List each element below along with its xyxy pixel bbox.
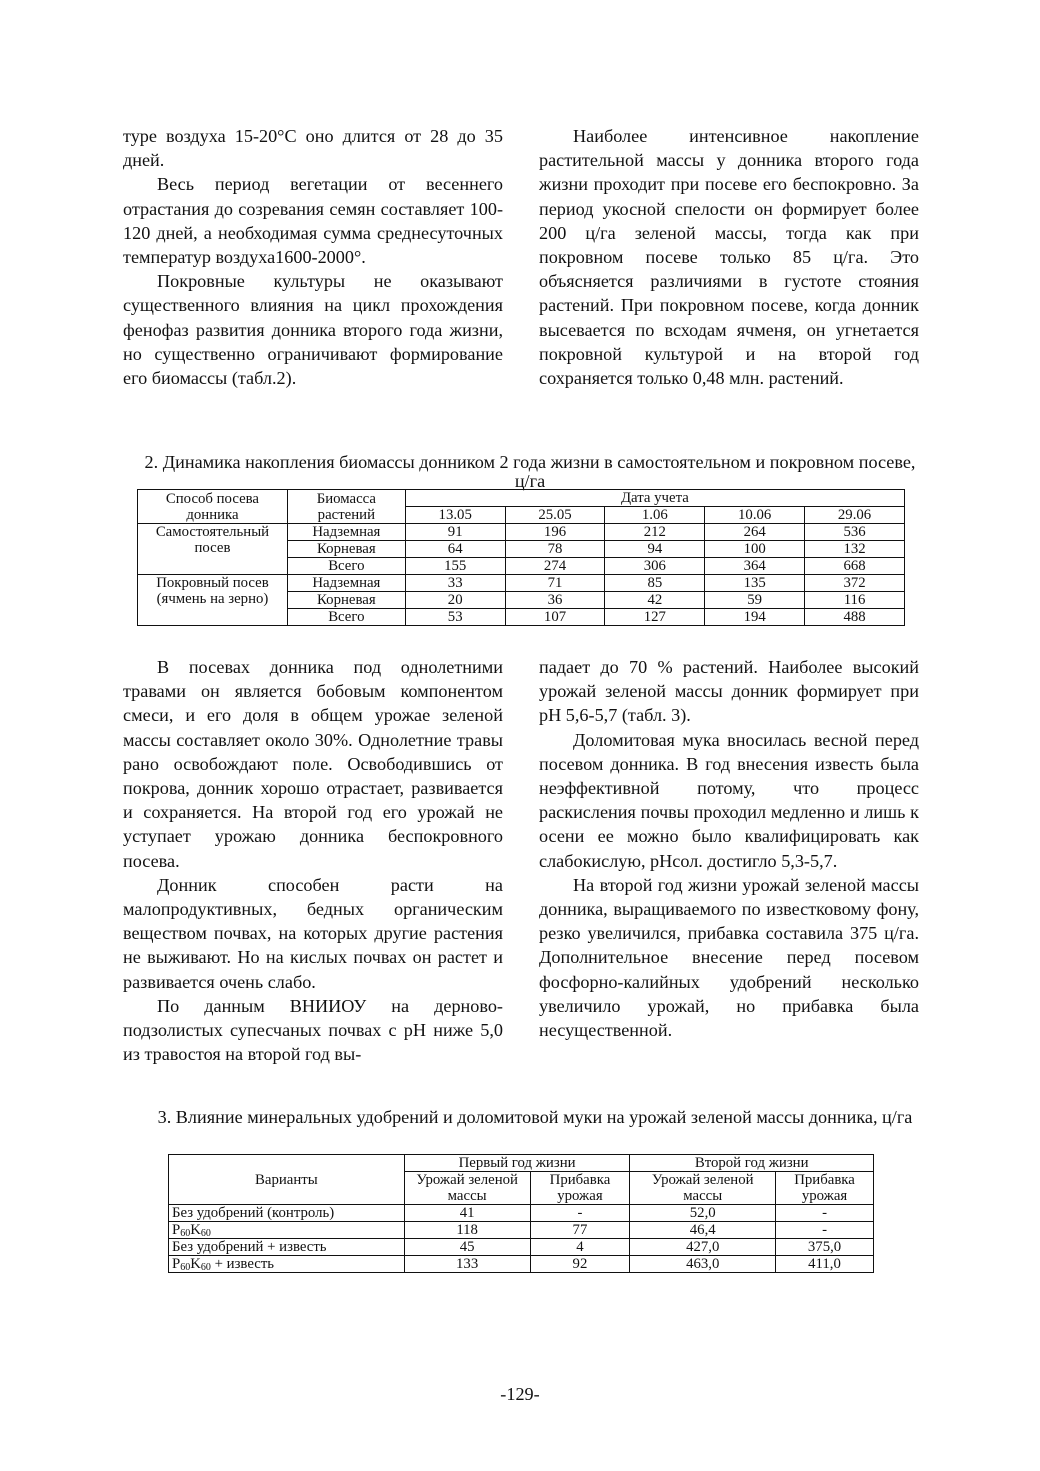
method-cell: Самостоятельный посев [138, 524, 288, 575]
header-gain-2: Прибавка урожая [776, 1172, 874, 1205]
value-cell: 46,4 [630, 1222, 776, 1239]
value-cell: 427,0 [630, 1239, 776, 1256]
variant-cell [169, 1222, 405, 1239]
value-cell: 59 [705, 592, 805, 609]
table-row [169, 1205, 874, 1222]
paragraph: В посевах донника под однолетними травами он является бобовым компонентом смеси, и его доля в общем урожае зеленой массы составляет около 30%. Однолетние травы рано освобождают поле. Освободившись от покрова, донник хорошо отрастает, развивается и сохраняется. На второй год его урожай не уступает урожаю донника беспокровного посева. [123, 657, 503, 871]
value-cell: 155 [405, 558, 505, 575]
table-row [169, 1239, 874, 1256]
value-cell: 100 [705, 541, 805, 558]
value-cell: 33 [405, 575, 505, 592]
header-biomass: Биомасса растений [287, 490, 405, 524]
paragraph: Наиболее интенсивное накопление растительной массы у донника второго года жизни проходит при посеве его беспокровно. За период укосной спелости он формирует более 200 ц/га зеленой массы, тогда как при покровном посеве только 85 ц/га. Это объясняется различиями в густоте стояния растений. При покровном посеве, когда донник высевается по всходам ячменя, он угнетается покровной культурой и на второй год сохраняется только 0,48 млн. растений. [539, 126, 919, 389]
variant-p-sub: 60 [180, 1262, 191, 1273]
value-cell: 306 [605, 558, 705, 575]
header-year-1: Первый год жизни [404, 1155, 630, 1172]
page-number: -129- [500, 1384, 540, 1404]
value-cell: 52,0 [630, 1205, 776, 1222]
text-column-4 [539, 655, 919, 1042]
value-cell: 116 [805, 592, 905, 609]
value-cell: 94 [605, 541, 705, 558]
header-year-2: Второй год жизни [630, 1155, 874, 1172]
value-cell: 372 [805, 575, 905, 592]
value-cell: 411,0 [776, 1256, 874, 1273]
value-cell: 91 [405, 524, 505, 541]
table-2 [137, 489, 905, 626]
value-cell: 127 [605, 609, 705, 626]
biomass-cell: Надземная [287, 575, 405, 592]
header-method: Способ посева донника [138, 490, 288, 524]
paragraph: Доломитовая мука вносилась весной перед посевом донника. В год внесения известь была неэффективной потому, что процесс раскисления почвы проходил медленно и лишь к осени ее можно было квалифицировать как слабокислую, рНсол. достигло 5,3-5,7. [539, 729, 919, 871]
variant-tail: + известь [214, 1256, 275, 1272]
biomass-cell: Корневая [287, 592, 405, 609]
value-cell: 45 [404, 1239, 530, 1256]
value-cell: 668 [805, 558, 905, 575]
paragraph: Покровные культуры не оказывают существенного влияния на цикл прохождения фенофаз развития донника второго года жизни, но существенно ограничивают формирование его биомассы (табл.2). [123, 271, 503, 389]
value-cell: 92 [530, 1256, 630, 1273]
variant-p: P [172, 1222, 181, 1238]
variant-cell [169, 1256, 405, 1273]
table-row [138, 524, 905, 541]
value-cell: 78 [505, 541, 605, 558]
variant-k-sub: 60 [200, 1228, 211, 1239]
header-yield-2: Урожай зеленой массы [630, 1172, 776, 1205]
value-cell: 41 [404, 1205, 530, 1222]
value-cell: - [776, 1222, 874, 1239]
date-cell: 13.05 [405, 507, 505, 524]
table-row [169, 1256, 874, 1273]
value-cell: - [530, 1205, 630, 1222]
table-3 [168, 1154, 874, 1273]
value-cell: 36 [505, 592, 605, 609]
header-date: Дата учета [405, 490, 904, 507]
biomass-cell: Надземная [287, 524, 405, 541]
paragraph: По данным ВНИИОУ на дерново-подзолистых супесчаных почвах с рН ниже 5,0 из травостоя на второй год вы- [123, 995, 503, 1065]
date-cell: 25.05 [505, 507, 605, 524]
table-row [138, 575, 905, 592]
value-cell: 64 [405, 541, 505, 558]
variant-cell: Без удобрений + известь [169, 1239, 405, 1256]
method-cell: Покровный посев (ячмень на зерно) [138, 575, 288, 626]
header-gain-1: Прибавка урожая [530, 1172, 630, 1205]
value-cell: 85 [605, 575, 705, 592]
value-cell: 53 [405, 609, 505, 626]
value-cell: 536 [805, 524, 905, 541]
paragraph: Донник способен расти на малопродуктивных, бедных органическим веществом почвах, на которых другие растения не выживают. Но на кислых почвах он растет и развивается очень слабо. [123, 874, 503, 992]
paragraph: Весь период вегетации от весеннего отрастания до созревания семян составляет 100-120 дней, а необходимая сумма среднесуточных температур воздуха1600-2000°. [123, 174, 503, 268]
header-yield-1: Урожай зеленой массы [404, 1172, 530, 1205]
value-cell: 4 [530, 1239, 630, 1256]
biomass-cell: Корневая [287, 541, 405, 558]
biomass-cell: Всего [287, 558, 405, 575]
table-3-caption: 3. Влияние минеральных удобрений и доломитовой муки на урожай зеленой массы донника, ц/га [157, 1107, 913, 1127]
value-cell: 364 [705, 558, 805, 575]
table-2-caption: 2. Динамика накопления биомассы донником 2 года жизни в самостоятельном и покровном посеве, ц/га [144, 452, 916, 491]
date-cell: 29.06 [805, 507, 905, 524]
value-cell: 133 [404, 1256, 530, 1273]
value-cell: 212 [605, 524, 705, 541]
text-column-2 [539, 124, 919, 390]
value-cell: 42 [605, 592, 705, 609]
value-cell: 71 [505, 575, 605, 592]
value-cell: 107 [505, 609, 605, 626]
header-variants: Варианты [169, 1155, 405, 1205]
variant-p-sub: 60 [180, 1228, 191, 1239]
variant-k: K [190, 1222, 201, 1238]
value-cell: 20 [405, 592, 505, 609]
table-row [169, 1222, 874, 1239]
text-column-3 [123, 655, 503, 1066]
value-cell: 118 [404, 1222, 530, 1239]
biomass-cell: Всего [287, 609, 405, 626]
paragraph: туре воздуха 15-20°С оно длится от 28 до 35 дней. [123, 126, 503, 171]
paragraph: На второй год жизни урожай зеленой массы донника, выращиваемого по известковому фону, резко увеличился, прибавка составила 375 ц/га. Дополнительное внесение перед посевом фосфорно-калийных удобрений несколько увеличило урожай, но прибавка была несущественной. [539, 874, 919, 1041]
value-cell: 375,0 [776, 1239, 874, 1256]
paragraph: падает до 70 % растений. Наиболее высокий урожай зеленой массы донник формирует при рН 5,6-5,7 (табл. 3). [539, 657, 919, 726]
date-cell: 10.06 [705, 507, 805, 524]
variant-cell: Без удобрений (контроль) [169, 1205, 405, 1222]
value-cell: 488 [805, 609, 905, 626]
text-column-1 [123, 124, 503, 390]
value-cell: 264 [705, 524, 805, 541]
variant-k-sub: 60 [200, 1262, 211, 1273]
value-cell: 463,0 [630, 1256, 776, 1273]
date-cell: 1.06 [605, 507, 705, 524]
value-cell: 135 [705, 575, 805, 592]
value-cell: 196 [505, 524, 605, 541]
value-cell: 194 [705, 609, 805, 626]
value-cell: 132 [805, 541, 905, 558]
value-cell: 274 [505, 558, 605, 575]
variant-p: P [172, 1256, 181, 1272]
value-cell: 77 [530, 1222, 630, 1239]
variant-k: K [190, 1256, 201, 1272]
value-cell: - [776, 1205, 874, 1222]
